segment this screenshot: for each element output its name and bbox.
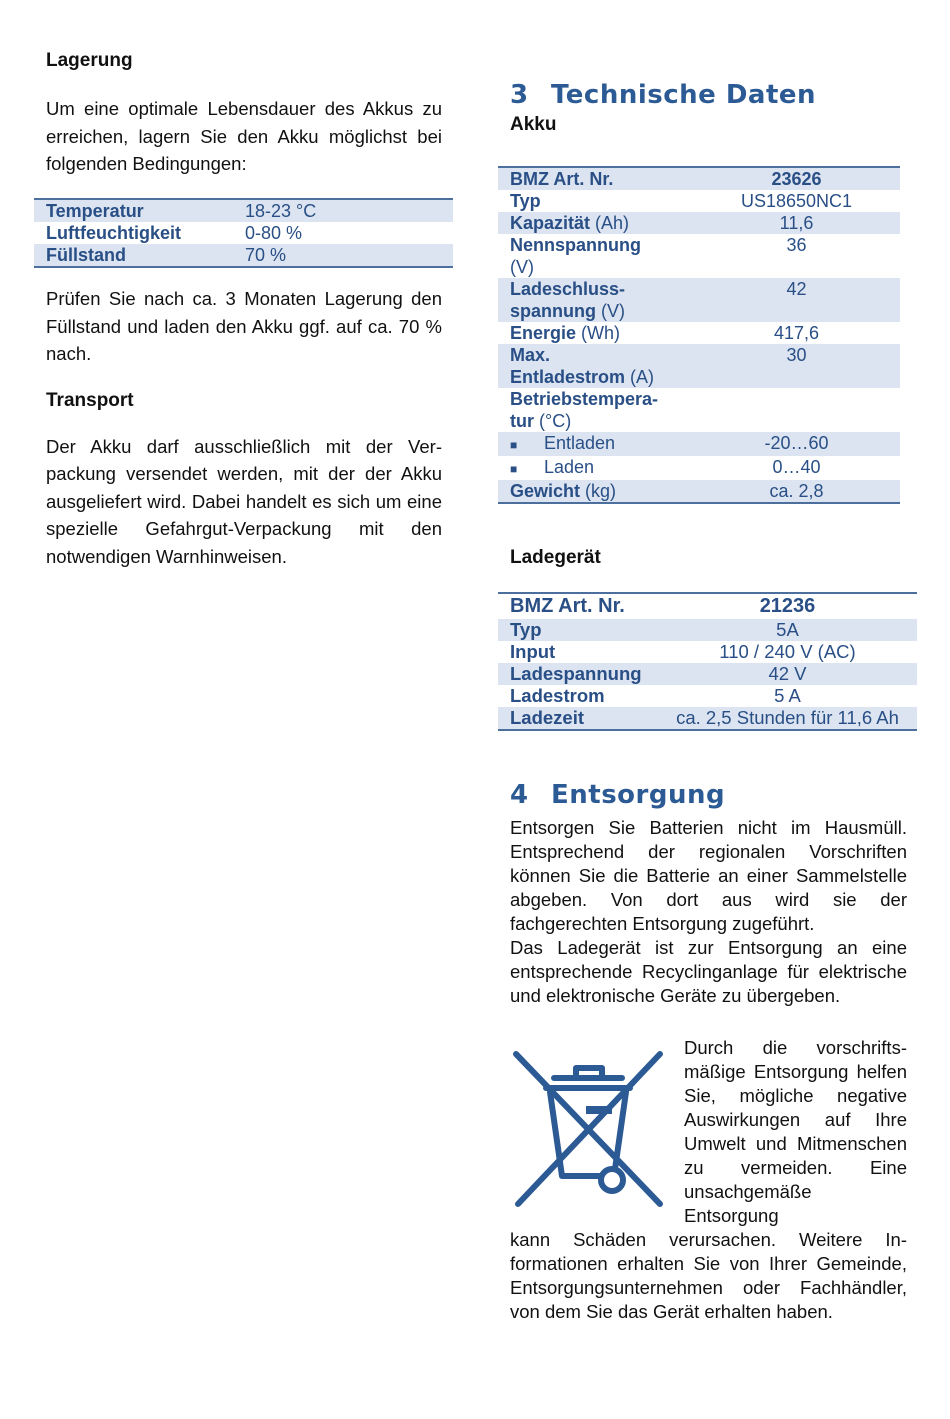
bullet-icon: ■ xyxy=(510,462,518,476)
table-row: Luftfeuchtigkeit 0-80 % xyxy=(46,223,303,243)
transport-heading: Transport xyxy=(46,389,134,411)
table-row: Typ 5A xyxy=(498,619,917,641)
table-row: Typ US18650NC1 xyxy=(510,191,853,211)
table-row: Ladezeit ca. 2,5 Stunden für 11,6 Ah xyxy=(498,707,917,730)
table-row: Energie (Wh) 417,6 xyxy=(510,323,820,343)
table-row: Input 110 / 240 V (AC) xyxy=(510,641,856,662)
storage-note: Prüfen Sie nach ca. 3 Monaten Lagerung den Füllstand und laden den Akku ggf. auf ca. 70 % nach. xyxy=(46,288,442,364)
table-row: ■ Laden 0…40 xyxy=(498,456,900,480)
table-row: Temperatur 18-23 °C xyxy=(34,199,453,222)
chapter-3 xyxy=(510,80,908,138)
table-row: Füllstand 70 % xyxy=(34,244,453,267)
table-row: Ladestrom 5 A xyxy=(510,685,801,706)
chapter-3-title: 3 Technische Daten xyxy=(510,80,817,110)
crossed-out-wheelie-bin-icon xyxy=(510,1048,666,1210)
table-row: Kapazität (Ah) 11,6 xyxy=(498,212,900,234)
battery-table xyxy=(498,166,900,504)
left-column-lower xyxy=(46,285,442,570)
table-row: BMZ Art. Nr. 23626 xyxy=(498,167,900,190)
disposal-paragraph-2: Das Ladegerät ist zur Entsorgung an eine entsprechende Recyclinganlage für elektrische und elektronische Geräte zu übergeben. xyxy=(510,937,907,1006)
disposal-tail-text: kann Schäden verursachen. Weitere Informationen erhalten Sie von Ihrer Gemeinde, Entsorgungsunternehmen oder Fachhändler, von dem Sie das Gerät erhalten haben. xyxy=(510,1229,907,1322)
table-row: Betriebstempera- tur (°C) xyxy=(510,389,659,431)
chapter-4 xyxy=(510,780,907,1008)
table-row: Gewicht (kg) ca. 2,8 xyxy=(498,480,900,503)
storage-table xyxy=(34,198,453,268)
charger-heading: Ladegerät xyxy=(510,547,601,568)
table-row: Nennspannung (V) 36 xyxy=(510,235,807,277)
disposal-paragraph-1: Entsorgen Sie Batterien nicht im Hausmüll. Entsprechend der regionalen Vorschriften können Sie die Batterie an einer Sammelstelle abgeben. Von dort aus wird sie der fachgerechten Entsorgung zugeführt. xyxy=(510,817,907,934)
storage-intro: Um eine optimale Lebensdauer des Akkus zu erreichen, lagern Sie den Akku möglichst bei folgenden Bedingungen: xyxy=(46,98,442,174)
table-row: ■ Entladen -20…60 xyxy=(498,432,900,456)
transport-text: Der Akku darf ausschließlich mit der Verpackung versendet werden, mit der der Akku ausgeliefert wird. Dabei handelt es sich um eine spezielle Gefahrgut-Verpackung mit den notwendigen Warnhinweisen. xyxy=(46,435,442,567)
disposal-float-text: Durch die vorschriftsmäßige Entsorgung helfen Sie, mögliche negative Auswirkungen auf Ihre Umwelt und Mitmenschen zu vermeiden. Eine unsachgemäße Entsorgung xyxy=(684,1037,907,1226)
table-row: BMZ Art. Nr. 21236 xyxy=(510,595,816,617)
battery-heading: Akku xyxy=(510,114,557,135)
bullet-icon: ■ xyxy=(510,438,518,452)
table-row: Max. Entladestrom (A) 30 xyxy=(498,344,900,388)
storage-heading: Lagerung xyxy=(46,50,133,71)
table-row: Ladeschluss- spannung (V) 42 xyxy=(498,278,900,322)
left-column xyxy=(46,48,442,178)
chapter-4-title: 4 Entsorgung xyxy=(510,780,726,810)
table-row: Ladespannung 42 V xyxy=(498,663,917,685)
charger-table xyxy=(498,592,917,731)
